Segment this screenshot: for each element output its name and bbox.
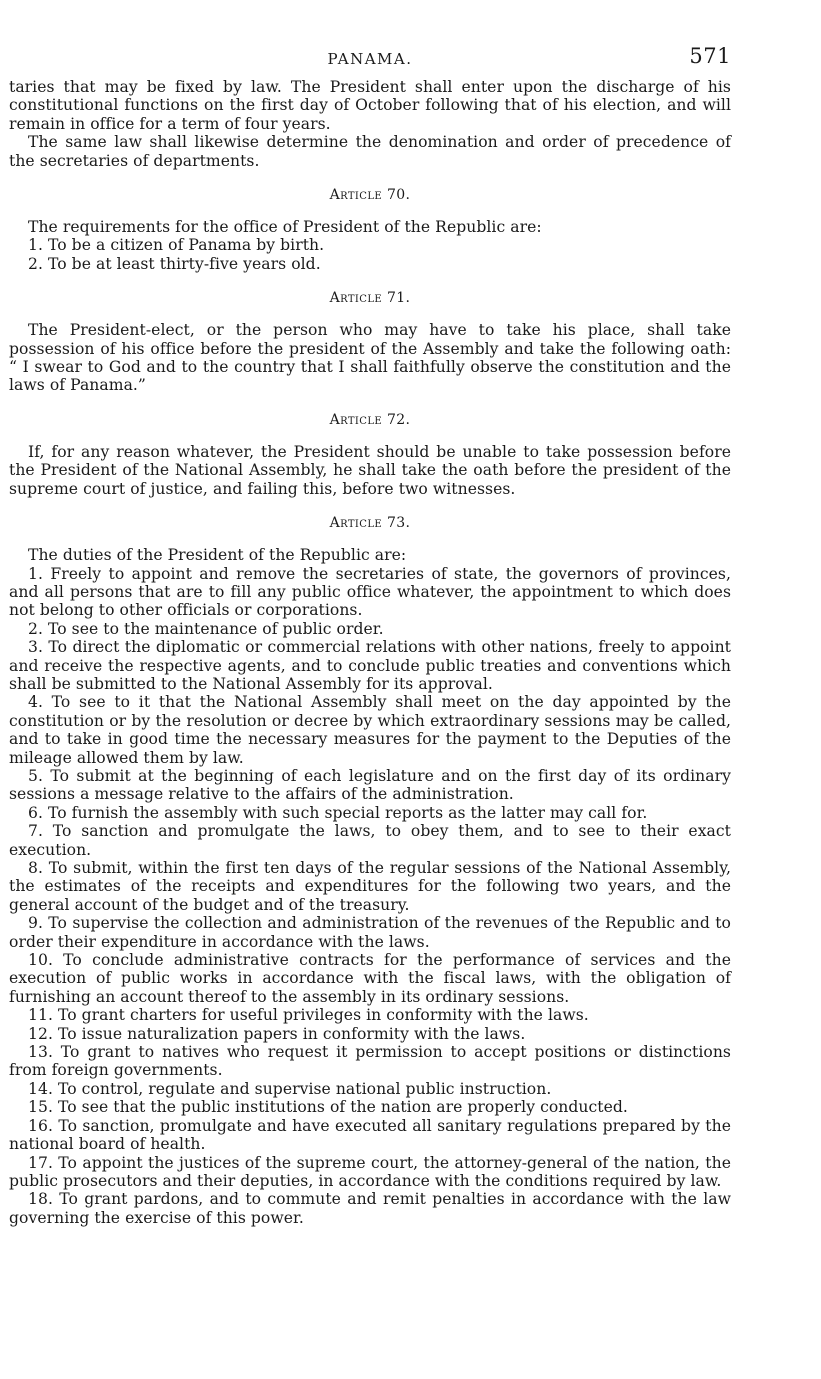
page-number: 571	[689, 44, 731, 68]
list-item: 18. To grant pardons, and to commute and remit penalties in accordance with the law governing the exercise of this power.	[9, 1190, 731, 1227]
article-heading	[9, 514, 731, 532]
list-item: 1. To be a citizen of Panama by birth.	[28, 236, 325, 255]
list-item: 3. To direct the diplomatic or commercial relations with other nations, freely to appoint and receive the respective agents, and to conclude public treaties and conventions which shall be submitted to the National Assembly for its approval.	[9, 638, 731, 693]
article-heading-word: Article	[329, 187, 383, 204]
article-body	[9, 443, 731, 498]
list-item: 11. To grant charters for useful privileges in conformity with the laws.	[28, 1006, 589, 1025]
list-item: 15. To see that the public institutions of the nation are properly conducted.	[28, 1098, 628, 1117]
list-item: 5. To submit at the beginning of each legislature and on the first day of its ordinary sessions a message relative to the affairs of the administration.	[9, 766, 731, 804]
paragraph: The duties of the President of the Republic are:	[28, 546, 407, 565]
list-item: 8. To submit, within the first ten days of the regular sessions of the National Assembly, the estimates of the receipts and expenditures for the following two years, and the general account of the budget and of the treasury.	[9, 859, 731, 914]
list-item: 16. To sanction, promulgate and have executed all sanitary regulations prepared by the national board of health.	[9, 1116, 731, 1154]
list-item: 9. To supervise the collection and administration of the revenues of the Republic and to order their expenditure in accordance with the laws.	[9, 914, 731, 951]
list-item: 2. To see to the maintenance of public order.	[28, 619, 384, 638]
article-heading-number: 71.	[386, 290, 411, 307]
article-body	[9, 546, 731, 1227]
running-title: PANAMA.	[327, 50, 413, 68]
article-heading-number: 72.	[386, 411, 411, 428]
article-heading-word: Article	[329, 411, 383, 428]
page-header	[9, 40, 731, 78]
paragraph: The same law shall likewise determine the denomination and order of precedence of the secretaries of departments.	[9, 133, 731, 170]
article-body	[9, 321, 731, 395]
list-item: 7. To sanction and promulgate the laws, to obey them, and to see to their exact execution.	[9, 822, 731, 859]
document-page	[9, 40, 731, 1227]
article-heading	[9, 186, 731, 204]
list-item: 12. To issue naturalization papers in conformity with the laws.	[28, 1024, 526, 1043]
article-heading-word: Article	[329, 515, 383, 532]
article-body	[9, 218, 731, 273]
list-item: 2. To be at least thirty-five years old.	[28, 254, 321, 273]
intro-text	[9, 78, 731, 170]
article-heading	[9, 289, 731, 307]
list-item: 6. To furnish the assembly with such special reports as the latter may call for.	[28, 803, 648, 822]
article-heading	[9, 411, 731, 429]
paragraph: The President-elect, or the person who may have to take his place, shall take possession of his office before the president of the Assembly and take the following oath: “ I swear to God and to the country that I shall faithfully observe the constitution and the laws of Panama.”	[9, 321, 731, 395]
article-heading-word: Article	[329, 290, 383, 307]
list-item: 10. To conclude administrative contracts for the performance of services and the execution of public works in accordance with the fiscal laws, with the obligation of furnishing an account thereof to the assembly in its ordinary sessions.	[9, 951, 731, 1006]
paragraph: If, for any reason whatever, the President should be unable to take possession before the President of the National Assembly, he shall take the oath before the president of the supreme court of justice, and failing this, before two witnesses.	[9, 442, 731, 498]
list-item: 4. To see to it that the National Assembly shall meet on the day appointed by the constitution or by the resolution or decree by which extraordinary sessions may be called, and to take in good time the necessary measures for the payment to the Deputies of the mileage allowed them by law.	[9, 693, 731, 767]
article-heading-number: 70.	[386, 187, 411, 204]
article-heading-number: 73.	[386, 515, 411, 532]
list-item: 17. To appoint the justices of the supreme court, the attorney-general of the nation, the public prosecutors and their deputies, in accordance with the conditions required by law.	[9, 1153, 731, 1190]
paragraph: The requirements for the office of President of the Republic are:	[28, 218, 542, 237]
list-item: 13. To grant to natives who request it permission to accept positions or distinctions from foreign governments.	[9, 1043, 731, 1080]
list-item: 14. To control, regulate and supervise national public instruction.	[28, 1079, 552, 1098]
list-item: 1. Freely to appoint and remove the secretaries of state, the governors of provinces, and all persons that are to fill any public office whatever, the appointment to which does not belong to other officials or corporations.	[9, 564, 731, 620]
paragraph: taries that may be fixed by law. The President shall enter upon the discharge of his constitutional functions on the first day of October following that of his election, and will remain in office for a term of four years.	[9, 78, 731, 133]
